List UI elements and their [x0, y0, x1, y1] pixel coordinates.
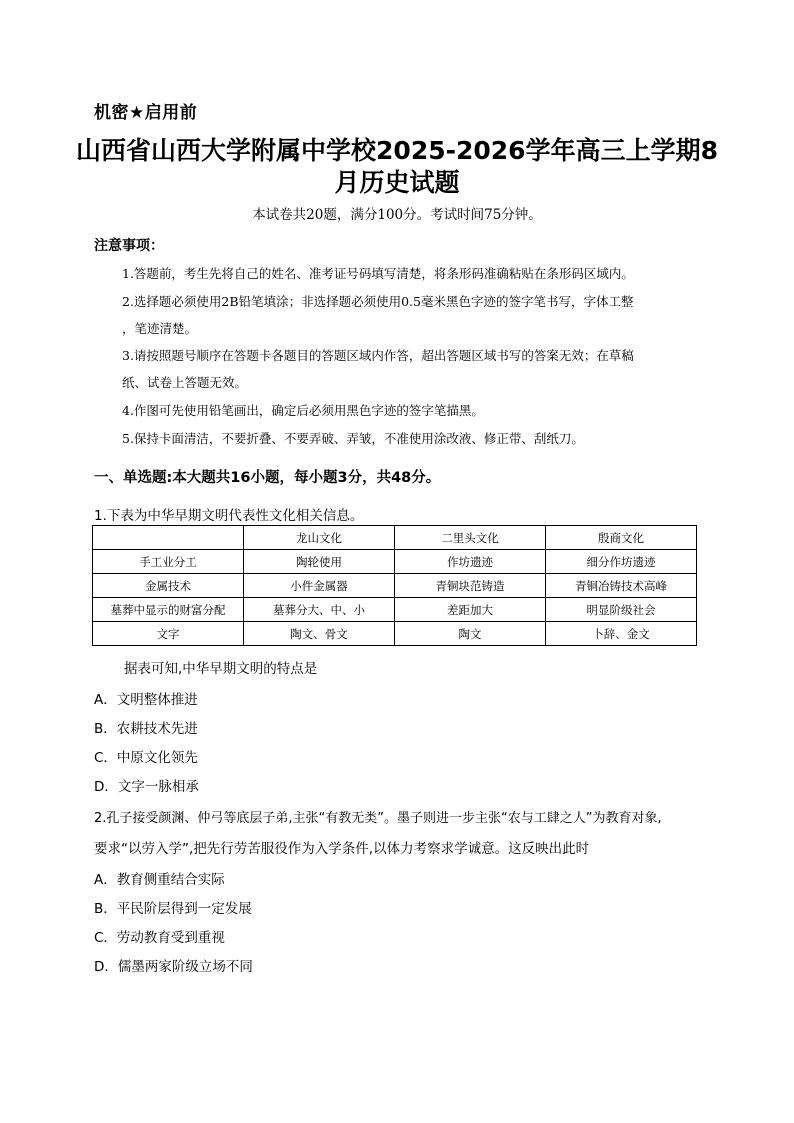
- table-cell: 文字: [93, 622, 244, 646]
- question-1-option-b[interactable]: B．农耕技术先进: [94, 721, 198, 737]
- table-cell: 手工业分工: [93, 550, 244, 574]
- table-cell: 墓葬中显示的财富分配: [93, 598, 244, 622]
- culture-table: [92, 525, 697, 646]
- question-2-option-c[interactable]: C．劳动教育受到重视: [94, 930, 225, 946]
- question-1-option-c[interactable]: C．中原文化领先: [94, 750, 198, 766]
- table-cell: 青铜冶铸技术高峰: [546, 574, 697, 598]
- confidential-label: 机密★启用前: [94, 103, 198, 123]
- table-row: [93, 550, 697, 574]
- table-cell: 差距加大: [395, 598, 546, 622]
- exam-title-line-1: 山西省山西大学附属中学校2025-2026学年高三上学期8: [76, 136, 718, 165]
- table-cell: 明显阶级社会: [546, 598, 697, 622]
- exam-subtitle: 本试卷共20题，满分100分。考试时间75分钟。: [252, 207, 542, 223]
- notice-item-4: 4.作图可先使用铅笔画出，确定后必须用黑色字迹的签字笔描黑。: [122, 403, 484, 418]
- question-1-option-a[interactable]: A．文明整体推进: [94, 692, 198, 708]
- notice-heading: 注意事项：: [94, 238, 164, 254]
- notice-item-3-cont: 纸、试卷上答题无效。: [122, 375, 248, 390]
- table-cell: 卜辞、金文: [546, 622, 697, 646]
- question-1-prompt: 据表可知,中华早期文明的特点是: [124, 661, 318, 677]
- question-2-option-d[interactable]: D．儒墨两家阶级立场不同: [94, 959, 253, 975]
- table-cell: 陶文、骨文: [244, 622, 395, 646]
- table-cell: 青铜块范铸造: [395, 574, 546, 598]
- question-2-option-a[interactable]: A．教育侧重结合实际: [94, 872, 225, 888]
- table-row: [93, 574, 697, 598]
- notice-item-2-cont: ，笔迹清楚。: [122, 321, 198, 336]
- notice-item-2: 2.选择题必须使用2B铅笔填涂；非选择题必须使用0.5毫米黑色字迹的签字笔书写，字体工整: [122, 294, 634, 309]
- table-header-cell: 龙山文化: [244, 526, 395, 550]
- table-header-row: [93, 526, 697, 550]
- question-1-option-d[interactable]: D．文字一脉相承: [94, 779, 199, 795]
- table-row: [93, 598, 697, 622]
- exam-title-line-2: 月历史试题: [334, 168, 460, 197]
- table-header-cell: 殷商文化: [546, 526, 697, 550]
- notice-item-1: 1.答题前，考生先将自己的姓名、准考证号码填写清楚，将条形码准确粘贴在条形码区域内。: [122, 266, 634, 281]
- table-header-cell: 二里头文化: [395, 526, 546, 550]
- table-row: [93, 622, 697, 646]
- table-cell: 小件金属器: [244, 574, 395, 598]
- section-heading: 一、单选题:本大题共16小题，每小题3分，共48分。: [94, 470, 441, 486]
- table-cell: 细分作坊遗迹: [546, 550, 697, 574]
- question-1-stem: 1.下表为中华早期文明代表性文化相关信息。: [94, 508, 364, 524]
- table-cell: 作坊遗迹: [395, 550, 546, 574]
- question-2-option-b[interactable]: B．平民阶层得到一定发展: [94, 901, 252, 917]
- notice-item-3: 3.请按照题号顺序在答题卡各题目的答题区域内作答，超出答题区域书写的答案无效；在草稿: [122, 348, 634, 363]
- table-cell: 陶文: [395, 622, 546, 646]
- table-cell: 墓葬分大、中、小: [244, 598, 395, 622]
- table-cell: 陶轮使用: [244, 550, 395, 574]
- question-2-stem-line-2: 要求“以劳入学”,把先行劳苦服役作为入学条件,以体力考察求学诚意。这反映出此时: [94, 841, 590, 857]
- table-header-cell: [93, 526, 244, 550]
- table-cell: 金属技术: [93, 574, 244, 598]
- question-2-stem-line-1: 2.孔子接受颜渊、仲弓等底层子弟,主张“有教无类”。墨子则进一步主张“农与工肆之人”为教育对象,: [94, 811, 662, 826]
- notice-item-5: 5.保持卡面清洁，不要折叠、不要弄破、弄皱，不准使用涂改液、修正带、刮纸刀。: [122, 431, 584, 446]
